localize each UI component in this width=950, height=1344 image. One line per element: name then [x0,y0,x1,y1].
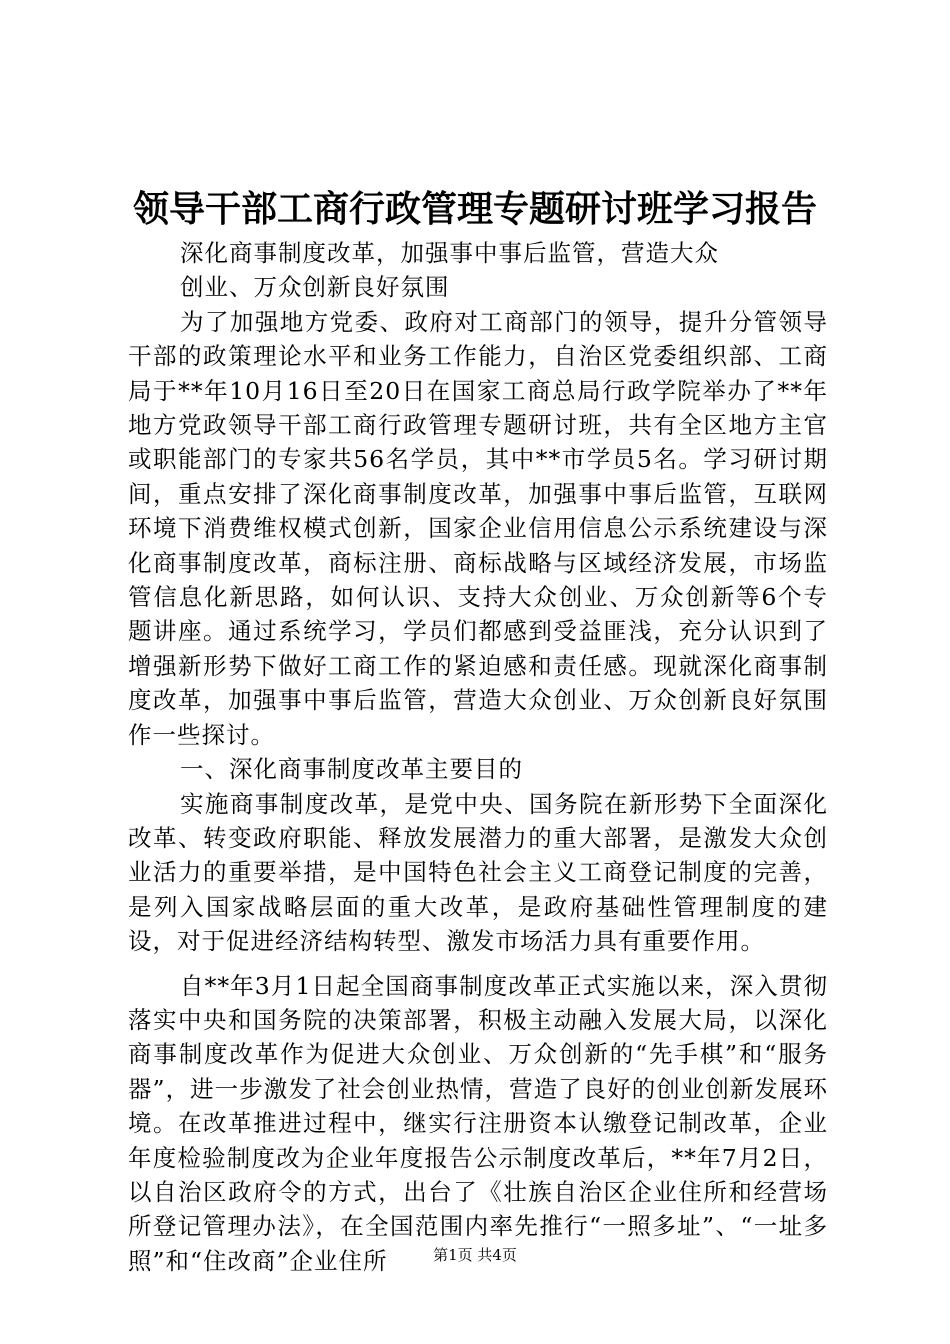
page-footer: 第1页 共4页 [433,1246,517,1264]
document-subtitle: 深化商事制度改革，加强事中事后监管，营造大众创业、万众创新良好氛围 [180,239,719,302]
section-heading: 一、深化商事制度改革主要目的 [180,755,523,784]
document-title: 领导干部工商行政管理专题研讨班学习报告 [132,188,817,230]
document-body [128,236,828,1278]
section-paragraph-2: 自**年3月1日起全国商事制度改革正式实施以来，深入贯彻落实中央和国务院的决策部署，积极主动融入发展大局，以深化商事制度改革作为促进大众创业、万众创新的“先手棋”和“服务器”，进一步激发了社会创业热情，营造了良好的创业创新发展环境。在改革推进过程中，继实行注册资本认缴登记制改革，企业年度检验制度改为企业年度报告公示制度改革后，**年7月2日，以自治区政府令的方式，出台了《壮族自治区企业住所和经营场所登记管理办法》，在全国范围内率先推行“一照多址”、“一址多照”和“住改商”企业住所 [128,971,828,1275]
section-paragraph-1: 实施商事制度改革，是党中央、国务院在新形势下全面深化改革、转变政府职能、释放发展潜力的重大部署，是激发大众创业活力的重要举措，是中国特色社会主义工商登记制度的完善，是列入国家战略层面的重大改革，是政府基础性管理制度的建设，对于促进经济结构转型、激发市场活力具有重要作用。 [128,789,828,956]
intro-paragraph: 为了加强地方党委、政府对工商部门的领导，提升分管领导干部的政策理论水平和业务工作能力，自治区党委组织部、工商局于**年10月16日至20日在国家工商总局行政学院举办了**年地方党政领导干部工商行政管理专题研讨班，共有全区地方主官或职能部门的专家共56名学员，其中**市学员5名。学习研讨期间，重点安排了深化商事制度改革，加强事中事后监管，互联网环境下消费维权模式创新，国家企业信用信息公示系统建设与深化商事制度改革，商标注册、商标战略与区域经济发展，市场监管信息化新思路，如何认识、支持大众创业、万众创新等6个专题讲座。通过系统学习，学员们都感到受益匪浅，充分认识到了增强新形势下做好工商工作的紧迫感和责任感。现就深化商事制度改革，加强事中事后监管，营造大众创业、万众创新良好氛围作一些探讨。 [128,307,828,749]
